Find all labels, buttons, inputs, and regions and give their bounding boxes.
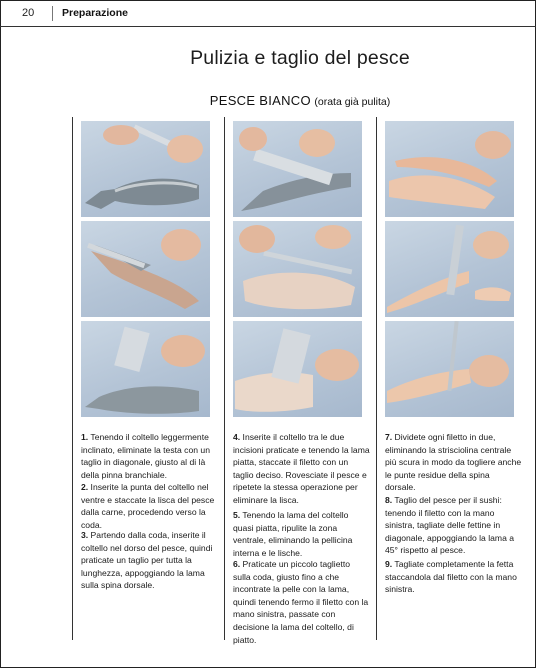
step-text: Praticate un piccolo taglietto sulla coda, giusto fino a che incontrate la pelle con la lama, quindi tenendo fermo il filetto con la mano sinistra, passate con decisione la lama del coltello, di piatto.	[233, 559, 369, 645]
step-9	[385, 558, 522, 596]
step-text: Inserite il coltello tra le due incisioni praticate e tenendo la lama piatta, staccate il filetto con un taglio deciso. Rovesciate il pesce e ripetete la stessa operazione per eliminare la lisca.	[233, 432, 370, 505]
fish-fillet-photo-icon	[385, 221, 514, 317]
step-2	[81, 481, 218, 531]
page-subtitle	[150, 93, 450, 108]
step-4	[233, 431, 370, 507]
step-text: Taglio del pesce per il sushi: tenendo il filetto con la mano sinistra, tagliate delle fettine in diagonale, appoggiando la lama a 45° rispetto al pesce.	[385, 495, 515, 556]
step-text: Tagliate completamente la fetta staccandola dal filetto con la mano sinistra.	[385, 559, 517, 595]
subtitle-paren: (orata già pulita)	[314, 96, 391, 108]
subtitle-main: PESCE BIANCO	[209, 93, 311, 108]
step-8	[385, 494, 522, 557]
page-number: 20	[22, 7, 35, 19]
page-title: Pulizia e taglio del pesce	[190, 47, 410, 69]
fish-knife-photo-icon	[81, 321, 210, 417]
step-number: 5.	[233, 510, 241, 520]
step-number: 3.	[81, 530, 89, 540]
fish-knife-photo-icon	[233, 121, 362, 217]
step-1	[81, 431, 218, 481]
step-photo-1	[81, 121, 210, 217]
step-number: 4.	[233, 432, 241, 442]
step-6	[233, 558, 370, 646]
step-photo-7	[385, 121, 514, 217]
step-photo-8	[385, 221, 514, 317]
fish-fillet-photo-icon	[385, 321, 514, 417]
page-header	[0, 0, 536, 27]
step-photo-4	[233, 121, 362, 217]
step-text: Partendo dalla coda, inserite il coltello nel dorso del pesce, quindi praticate un taglio per tutta la lunghezza, appoggiando la lama sulla spina dorsale.	[81, 530, 213, 591]
fish-knife-photo-icon	[233, 321, 362, 417]
step-text: Tenendo la lama del coltello quasi piatta, ripulite la zona ventrale, eliminando la pellicina interna e le lische.	[233, 510, 353, 558]
step-number: 7.	[385, 432, 393, 442]
column-rule	[72, 117, 73, 640]
step-number: 9.	[385, 559, 393, 569]
column-rule	[376, 117, 377, 640]
step-number: 8.	[385, 495, 393, 505]
step-7	[385, 431, 522, 494]
step-text: Tenendo il coltello leggermente inclinato, eliminate la testa con un taglio in diagonale, giusto al di là della pinna branchiale.	[81, 432, 210, 480]
step-text: Inserite la punta del coltello nel ventre e staccate la lisca del pesce dalla carne, procedendo verso la coda.	[81, 482, 215, 530]
fish-knife-photo-icon	[233, 221, 362, 317]
step-photo-5	[233, 221, 362, 317]
column-rule	[224, 117, 225, 640]
step-number: 1.	[81, 432, 89, 442]
step-photo-2	[81, 221, 210, 317]
step-5	[233, 509, 370, 559]
fish-fillet-photo-icon	[385, 121, 514, 217]
step-photo-9	[385, 321, 514, 417]
step-3	[81, 529, 218, 592]
step-photo-3	[81, 321, 210, 417]
fish-knife-photo-icon	[81, 221, 210, 317]
step-photo-6	[233, 321, 362, 417]
header-divider	[52, 6, 53, 21]
fish-knife-photo-icon	[81, 121, 210, 217]
section-name: Preparazione	[62, 7, 128, 19]
step-text: Dividete ogni filetto in due, eliminando la strisciolina centrale più scura in modo da togliere anche le punte residue della spina dorsale.	[385, 432, 522, 493]
step-number: 6.	[233, 559, 241, 569]
step-number: 2.	[81, 482, 89, 492]
